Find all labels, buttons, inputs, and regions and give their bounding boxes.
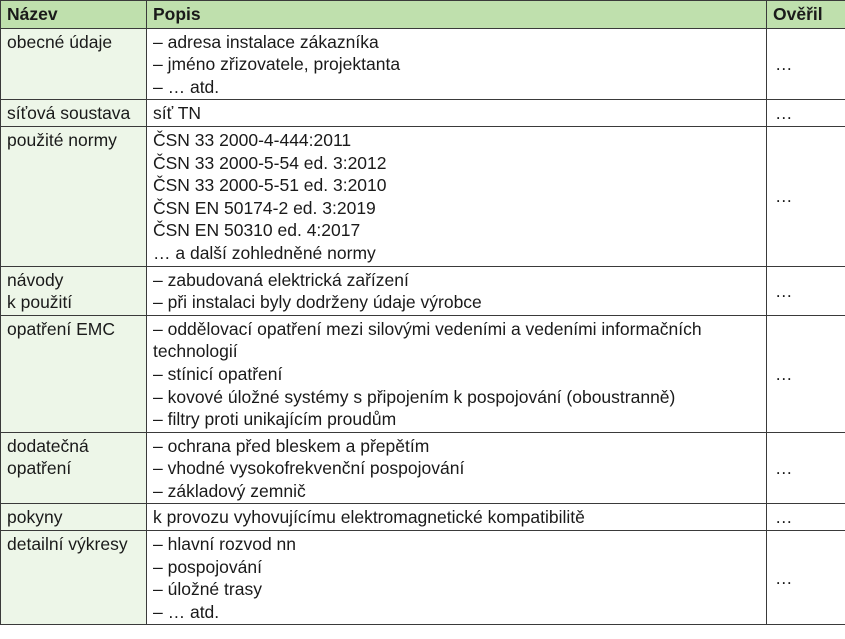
verified-cell: … <box>767 28 845 100</box>
table-row <box>1 266 845 315</box>
verified-cell: … <box>767 504 845 531</box>
name-line: použité normy <box>7 129 117 150</box>
description-line: – … atd. <box>153 601 220 622</box>
table-row <box>1 126 845 266</box>
name-line: obecné údaje <box>7 31 113 52</box>
description-cell <box>147 100 767 127</box>
name-cell <box>1 28 147 100</box>
description-cell <box>147 504 767 531</box>
description-cell <box>147 315 767 432</box>
header-row <box>1 1 845 29</box>
description-line: … a další zohledněné normy <box>153 242 376 263</box>
table-row <box>1 315 845 432</box>
description-line: – ochrana před bleskem a přepětím <box>153 435 430 456</box>
name-line: opatření <box>7 458 72 479</box>
name-cell <box>1 315 147 432</box>
header-verified: Ověřil <box>767 1 845 29</box>
header-name: Název <box>1 1 147 29</box>
description-line: ČSN EN 50310 ed. 4:2017 <box>153 220 361 241</box>
name-line: detailní výkresy <box>7 534 128 555</box>
description-line: ČSN EN 50174-2 ed. 3:2019 <box>153 197 376 218</box>
description-line: – oddělovací opatření mezi silovými vedeními a vedeními informačních <box>153 318 702 339</box>
description-line: technologií <box>153 341 238 362</box>
description-line: – vhodné vysokofrekvenční pospojování <box>153 458 465 479</box>
description-line: k provozu vyhovujícímu elektromagnetické kompatibilitě <box>153 507 585 528</box>
name-cell <box>1 266 147 315</box>
description-line: – úložné trasy <box>153 579 262 600</box>
description-line: – při instalaci byly dodrženy údaje výrobce <box>153 292 482 313</box>
description-line: – hlavní rozvod nn <box>153 534 297 555</box>
description-cell <box>147 432 767 504</box>
name-cell <box>1 531 147 625</box>
description-cell <box>147 28 767 100</box>
name-line: dodatečná <box>7 435 89 456</box>
description-cell <box>147 266 767 315</box>
description-line: – adresa instalace zákazníka <box>153 31 379 52</box>
table-row <box>1 531 845 625</box>
description-line: – pospojování <box>153 556 262 577</box>
name-line: opatření EMC <box>7 318 115 339</box>
name-line: k použití <box>7 292 73 313</box>
name-cell <box>1 504 147 531</box>
table-row <box>1 432 845 504</box>
verified-cell: … <box>767 266 845 315</box>
description-line: – jméno zřizovatele, projektanta <box>153 54 401 75</box>
description-line: síť TN <box>153 103 202 124</box>
name-line: pokyny <box>7 507 63 528</box>
description-cell <box>147 126 767 266</box>
description-line: – kovové úložné systémy s připojením k pospojování (oboustranně) <box>153 386 676 407</box>
table-row <box>1 504 845 531</box>
description-line: ČSN 33 2000-5-51 ed. 3:2010 <box>153 175 387 196</box>
description-line: – základový zemnič <box>153 480 306 501</box>
description-cell <box>147 531 767 625</box>
name-line: návody <box>7 269 64 290</box>
verified-cell: … <box>767 531 845 625</box>
description-line: – stínicí opatření <box>153 363 283 384</box>
description-line: – … atd. <box>153 76 220 97</box>
table-row <box>1 100 845 127</box>
header-description: Popis <box>147 1 767 29</box>
verified-cell: … <box>767 100 845 127</box>
name-line: síťová soustava <box>7 103 131 124</box>
name-cell <box>1 432 147 504</box>
description-line: – zabudovaná elektrická zařízení <box>153 269 409 290</box>
table-body <box>1 28 845 625</box>
description-line: ČSN 33 2000-5-54 ed. 3:2012 <box>153 152 387 173</box>
verified-cell: … <box>767 126 845 266</box>
name-cell <box>1 126 147 266</box>
name-cell <box>1 100 147 127</box>
verified-cell: … <box>767 315 845 432</box>
description-line: ČSN 33 2000-4-444:2011 <box>153 129 352 150</box>
table-header <box>1 1 845 29</box>
table-row <box>1 28 845 100</box>
description-line: – filtry proti unikajícím proudům <box>153 409 397 430</box>
verified-cell: … <box>767 432 845 504</box>
